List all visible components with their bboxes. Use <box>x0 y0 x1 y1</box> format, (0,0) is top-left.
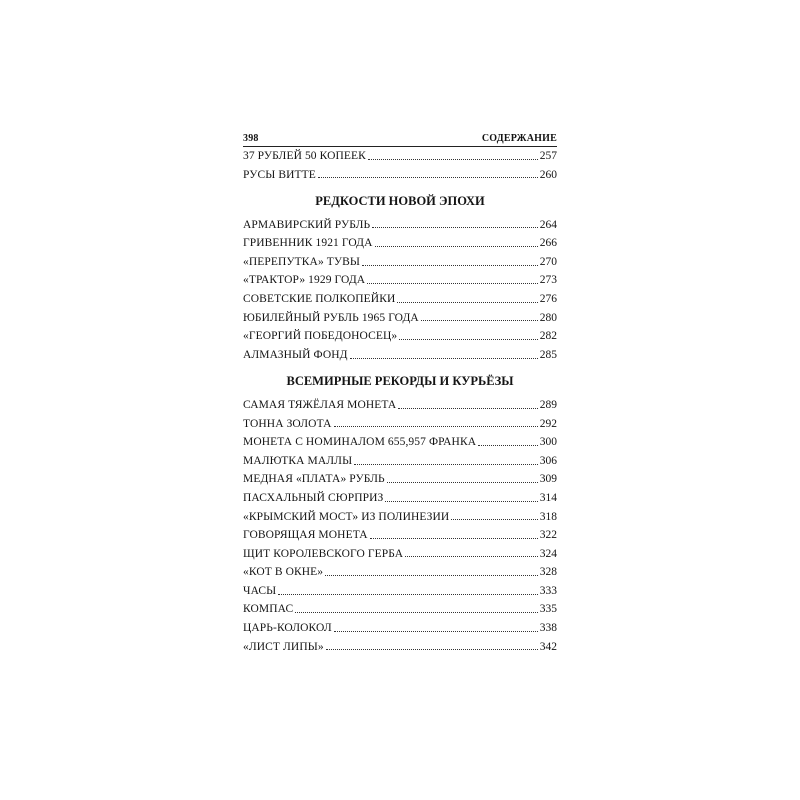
toc-entry <box>243 290 557 309</box>
dot-leader <box>375 246 538 247</box>
toc-entry-title: ЮБИЛЕЙНЫЙ РУБЛЬ 1965 ГОДА <box>243 311 419 324</box>
toc-entry-title: «ГЕОРГИЙ ПОБЕДОНОСЕЦ» <box>243 330 398 343</box>
toc-entry-page: 264 <box>539 218 557 231</box>
toc-entry-title: ГОВОРЯЩАЯ МОНЕТА <box>243 529 368 542</box>
toc-entry-title: ТОННА ЗОЛОТА <box>243 417 332 430</box>
toc-entry-page: 314 <box>539 491 557 504</box>
toc-entry-page: 306 <box>539 454 557 467</box>
toc-entry <box>243 346 557 365</box>
toc-entry-page: 260 <box>539 168 557 181</box>
toc-entry-title: МОНЕТА С НОМИНАЛОМ 655,957 ФРАНКА <box>243 436 477 449</box>
toc-entry-page: 292 <box>539 417 557 430</box>
toc-entry <box>243 563 557 582</box>
dot-leader <box>326 649 538 650</box>
dot-leader <box>478 445 538 446</box>
section-heading-rare-new-era: РЕДКОСТИ НОВОЙ ЭПОХИ <box>315 194 485 209</box>
toc-entry-page: 276 <box>539 293 557 306</box>
toc-entry <box>243 582 557 601</box>
toc-entry-title: РУСЫ ВИТТЕ <box>243 168 316 181</box>
toc-entry <box>243 508 557 527</box>
toc-entry-page: 324 <box>539 547 557 560</box>
toc-entry-title: МЕДНАЯ «ПЛАТА» РУБЛЬ <box>243 473 385 486</box>
dot-leader <box>325 575 538 576</box>
toc-entry-page: 273 <box>539 274 557 287</box>
dot-leader <box>368 159 538 160</box>
toc-entry-title: АЛМАЗНЫЙ ФОНД <box>243 348 348 361</box>
toc-entry-page: 333 <box>539 584 557 597</box>
section-heading-world-records: ВСЕМИРНЫЕ РЕКОРДЫ И КУРЬЁЗЫ <box>286 374 514 389</box>
toc-entry <box>243 396 557 415</box>
toc-entry <box>243 234 557 253</box>
dot-leader <box>421 320 538 321</box>
toc-entry <box>243 216 557 235</box>
toc-entry-page: 338 <box>539 622 557 635</box>
toc-entry-title: ЦАРЬ-КОЛОКОЛ <box>243 622 332 635</box>
toc-intro-list <box>243 147 557 184</box>
dot-leader <box>354 464 538 465</box>
dot-leader <box>334 426 538 427</box>
toc-entry <box>243 600 557 619</box>
toc-entry <box>243 253 557 272</box>
running-head-title: СОДЕРЖАНИЕ <box>481 133 557 144</box>
toc-entry-title: «КРЫМСКИЙ МОСТ» ИЗ ПОЛИНЕЗИИ <box>243 510 450 523</box>
running-head <box>243 134 557 147</box>
toc-entry-title: «КОТ В ОКНЕ» <box>243 566 324 579</box>
page-number: 398 <box>243 133 259 144</box>
toc-entry <box>243 638 557 657</box>
dot-leader <box>370 538 538 539</box>
dot-leader <box>399 339 538 340</box>
toc-entry <box>243 415 557 434</box>
dot-leader <box>398 408 537 409</box>
toc-entry-title: 37 РУБЛЕЙ 50 КОПЕЕК <box>243 150 366 162</box>
toc-entry-title: «ТРАКТОР» 1929 ГОДА <box>243 274 366 287</box>
toc-entry-title: ЧАСЫ <box>243 584 277 597</box>
toc-entry <box>243 271 557 290</box>
dot-leader <box>451 519 537 520</box>
toc-entry-title: МАЛЮТКА МАЛЛЫ <box>243 454 353 467</box>
toc-entry-title: ПАСХАЛЬНЫЙ СЮРПРИЗ <box>243 491 384 504</box>
toc-entry-page: 285 <box>539 348 557 361</box>
toc-entry <box>243 545 557 564</box>
toc-entry <box>243 166 557 185</box>
toc-entry-page: 328 <box>539 566 557 579</box>
toc-entry-page: 335 <box>539 603 557 616</box>
toc-entry <box>243 489 557 508</box>
toc-entry-page: 257 <box>539 150 557 162</box>
toc-entry <box>243 147 557 166</box>
dot-leader <box>397 302 537 303</box>
dot-leader <box>367 283 538 284</box>
toc-entry-title: «ЛИСТ ЛИПЫ» <box>243 640 324 653</box>
dot-leader <box>372 227 538 228</box>
toc-entry-page: 342 <box>539 640 557 653</box>
toc-entry <box>243 526 557 545</box>
dot-leader <box>350 358 538 359</box>
toc-entry <box>243 470 557 489</box>
toc-entry-title: КОМПАС <box>243 603 294 616</box>
toc-entry-page: 270 <box>539 255 557 268</box>
toc-entry-title: СОВЕТСКИЕ ПОЛКОПЕЙКИ <box>243 293 396 306</box>
toc-entry <box>243 452 557 471</box>
toc-entry-page: 300 <box>539 436 557 449</box>
toc-entry-page: 309 <box>539 473 557 486</box>
toc-section1-list <box>243 216 557 365</box>
dot-leader <box>387 482 538 483</box>
toc-entry-title: ЩИТ КОРОЛЕВСКОГО ГЕРБА <box>243 547 404 560</box>
dot-leader <box>295 612 538 613</box>
toc-entry-title: САМАЯ ТЯЖЁЛАЯ МОНЕТА <box>243 398 397 411</box>
toc-entry <box>243 619 557 638</box>
toc-entry-page: 266 <box>539 237 557 250</box>
toc-entry-title: АРМАВИРСКИЙ РУБЛЬ <box>243 218 371 231</box>
toc-entry-page: 282 <box>539 330 557 343</box>
dot-leader <box>362 265 538 266</box>
toc-entry-page: 280 <box>539 311 557 324</box>
toc-entry-title: ГРИВЕННИК 1921 ГОДА <box>243 237 373 250</box>
book-page <box>243 134 557 656</box>
dot-leader <box>405 556 538 557</box>
toc-entry <box>243 309 557 328</box>
dot-leader <box>278 594 537 595</box>
toc-entry-page: 318 <box>539 510 557 523</box>
toc-entry-page: 289 <box>539 398 557 411</box>
toc-section2-list <box>243 396 557 656</box>
dot-leader <box>334 631 538 632</box>
toc-entry-page: 322 <box>539 529 557 542</box>
toc-entry <box>243 433 557 452</box>
toc-entry-title: «ПЕРЕПУТКА» ТУВЫ <box>243 255 361 268</box>
toc-entry <box>243 327 557 346</box>
dot-leader <box>385 501 537 502</box>
dot-leader <box>318 177 538 178</box>
